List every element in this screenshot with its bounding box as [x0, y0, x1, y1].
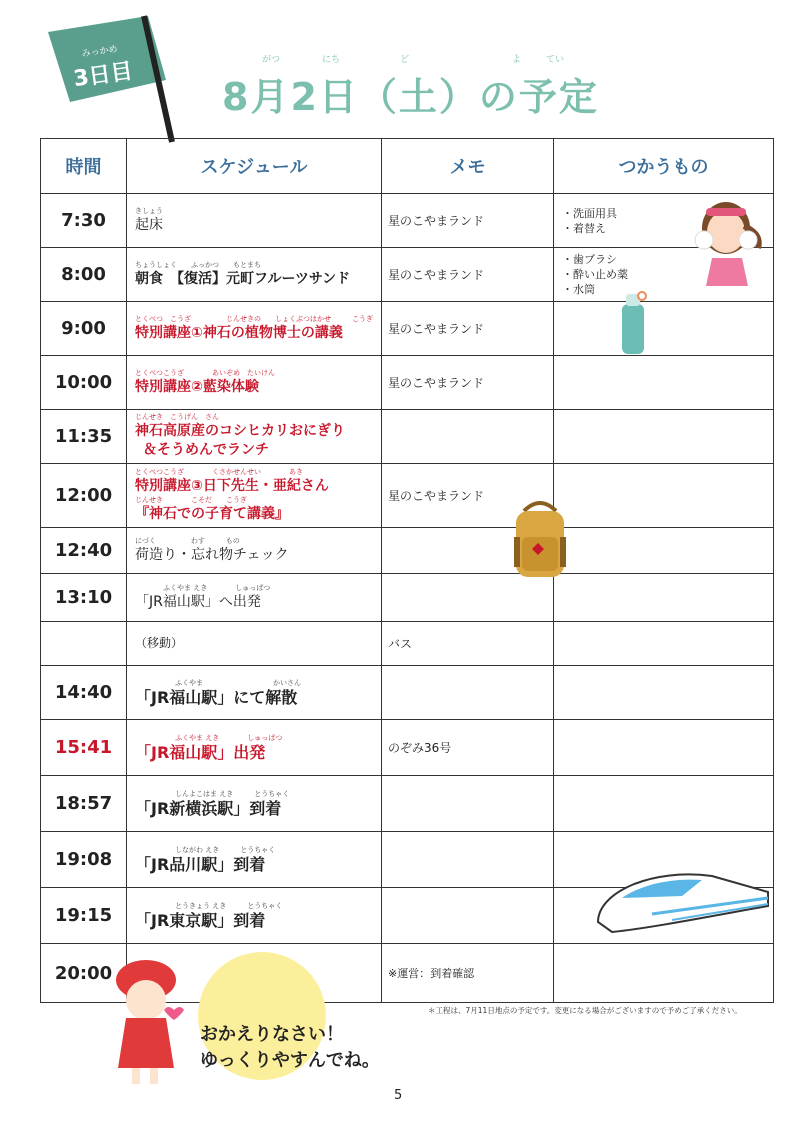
- schedule-cell: [127, 302, 382, 356]
- memo-cell: 星のこやまランド: [382, 356, 554, 410]
- memo-cell: ※運営：到着確認: [382, 944, 554, 1003]
- time-cell: 12:00: [41, 464, 127, 528]
- ruby-text: ふくやま えき しゅっぱつ: [175, 733, 283, 742]
- header-memo: メモ: [382, 139, 554, 194]
- table-row: [41, 356, 774, 410]
- schedule-text-2: 『神石での子育て講義』: [135, 505, 289, 522]
- time-cell: 11:35: [41, 410, 127, 464]
- shinkansen-train-icon: [592, 862, 770, 938]
- ruby-text-2: じんせき こそだ こうぎ: [135, 495, 247, 504]
- day-flag: [40, 10, 190, 150]
- schedule-cell: [127, 832, 382, 888]
- time-cell: 19:08: [41, 832, 127, 888]
- time-cell: 10:00: [41, 356, 127, 410]
- flag-label: 3日目: [71, 59, 135, 93]
- table-row: [41, 622, 774, 666]
- title-ruby-4: よ: [512, 55, 522, 65]
- ruby-text: ふくやま えき しゅっぱつ: [163, 583, 271, 592]
- time-cell: 15:41: [41, 720, 127, 776]
- items-cell: [554, 302, 774, 356]
- table-row: [41, 720, 774, 776]
- face-washing-girl-illustration: [692, 196, 768, 288]
- backpack-icon: [510, 497, 570, 579]
- memo-cell: [382, 832, 554, 888]
- memo-cell: 星のこやまランド: [382, 248, 554, 302]
- time-cell: 18:57: [41, 776, 127, 832]
- time-cell: 9:00: [41, 302, 127, 356]
- header-row: [41, 139, 774, 194]
- page-title: 8月2日（土）の予定: [222, 75, 599, 119]
- water-bottle-icon: [616, 290, 650, 356]
- schedule-text: 「JR福山駅」へ出発: [135, 593, 261, 610]
- ruby-text: しながわ えき とうちゃく: [175, 845, 276, 854]
- table-row: [41, 194, 774, 248]
- page-number: 5: [394, 1088, 403, 1103]
- item: ・酔い止め薬: [562, 268, 628, 281]
- ruby-text: とくべつこうざ くさかせんせい あき: [135, 467, 303, 476]
- schedule-cell: [127, 356, 382, 410]
- schedule-text: 「JR福山駅」にて解散: [135, 687, 298, 707]
- ruby-text: ふくやま かいさん: [175, 678, 301, 687]
- schedule-text: 「JR新横浜駅」到着: [135, 798, 282, 818]
- memo-cell: 星のこやまランド: [382, 302, 554, 356]
- items-cell: [554, 410, 774, 464]
- table-row: [41, 248, 774, 302]
- schedule-cell: [127, 464, 382, 528]
- schedule-cell: [127, 776, 382, 832]
- schedule-cell: [127, 622, 382, 666]
- memo-cell: [382, 574, 554, 622]
- time-cell: 8:00: [41, 248, 127, 302]
- time-cell: 14:40: [41, 666, 127, 720]
- ruby-text: とくべつ こうざ じんせきの しょくぶつはかせ こうぎ: [135, 314, 373, 323]
- flag-ruby: みっかめ: [81, 44, 119, 60]
- items-cell: [554, 356, 774, 410]
- header-schedule: スケジュール: [127, 139, 382, 194]
- ruby-text: にづく わす もの: [135, 536, 240, 545]
- farewell-line-2: ゆっくりやすんでね。: [200, 1050, 380, 1071]
- ruby-text: ちょうしょく ふっかつ もとまち: [135, 260, 261, 269]
- schedule-text: 荷造り・忘れ物チェック: [135, 546, 289, 563]
- schedule-text: 起床: [135, 216, 163, 233]
- table-row: [41, 528, 774, 574]
- schedule-cell: [127, 248, 382, 302]
- item: ・着替え: [562, 221, 606, 235]
- girl-red-hat-illustration: [108, 952, 188, 1092]
- time-cell: 12:40: [41, 528, 127, 574]
- table-row: [41, 574, 774, 622]
- ruby-text: しんよこはま えき とうちゃく: [175, 789, 290, 798]
- schedule-cell: [127, 720, 382, 776]
- table-row: [41, 464, 774, 528]
- schedule-text: 特別講座③日下先生・亜紀さん: [135, 477, 329, 494]
- schedule-cell: [127, 574, 382, 622]
- schedule-text: 朝食 【復活】元町フルーツサンド: [135, 270, 351, 287]
- farewell-line-1: おかえりなさい！: [200, 1024, 344, 1045]
- memo-cell: [382, 888, 554, 944]
- memo-cell: バス: [382, 622, 554, 666]
- schedule-text: （移動）: [135, 636, 184, 650]
- memo-cell: [382, 776, 554, 832]
- items-cell: [554, 574, 774, 622]
- table-row: [41, 410, 774, 464]
- items-cell: [554, 944, 774, 1003]
- header-time: 時間: [41, 139, 127, 194]
- items-cell: [554, 666, 774, 720]
- schedule-note: ＊工程は、7月11日地点の予定です。変更になる場合がございますので予めご了承ください。: [428, 1006, 742, 1015]
- time-cell: 19:15: [41, 888, 127, 944]
- schedule-text: 「JR東京駅」到着: [135, 910, 266, 930]
- schedule-text: 「JR福山駅」出発: [135, 742, 266, 762]
- items-cell: [554, 528, 774, 574]
- title-ruby-5: てい: [546, 55, 565, 65]
- schedule-cell: [127, 666, 382, 720]
- ruby-text: じんせき こうげん さん: [135, 413, 219, 421]
- table-row: [41, 776, 774, 832]
- items-cell: [554, 720, 774, 776]
- schedule-text: 神石高原産のコシヒカリおにぎり: [135, 423, 345, 439]
- title-ruby-3: ど: [400, 55, 410, 65]
- item: ・歯ブラシ: [562, 253, 617, 266]
- time-cell: 20:00: [41, 944, 127, 1003]
- schedule-cell: [127, 888, 382, 944]
- header-items: つかうもの: [554, 139, 774, 194]
- time-cell: 7:30: [41, 194, 127, 248]
- memo-cell: 星のこやまランド: [382, 464, 554, 528]
- schedule-cell: [127, 528, 382, 574]
- schedule-cell: [127, 410, 382, 464]
- table-row: [41, 302, 774, 356]
- schedule-cell: [127, 194, 382, 248]
- time-cell: 13:10: [41, 574, 127, 622]
- ruby-text: きしょう: [135, 206, 163, 215]
- farewell-message: [200, 1022, 380, 1074]
- title-ruby-2: にち: [322, 55, 341, 65]
- memo-cell: 星のこやまランド: [382, 194, 554, 248]
- memo-cell: [382, 666, 554, 720]
- item: ・洗面用具: [562, 206, 617, 220]
- items-cell: [554, 776, 774, 832]
- ruby-text: とうきょう えき とうちゃく: [175, 901, 283, 910]
- item: ・水筒: [562, 283, 595, 296]
- schedule-text: 「JR品川駅」到着: [135, 854, 266, 874]
- schedule-text: 特別講座①神石の植物博士の講義: [135, 324, 343, 341]
- memo-cell: のぞみ36号: [382, 720, 554, 776]
- time-cell: [41, 622, 127, 666]
- table-row: [41, 666, 774, 720]
- items-cell: [554, 464, 774, 528]
- schedule-text-2: ＆そうめんでランチ: [143, 442, 269, 458]
- schedule-text: 特別講座②藍染体験: [135, 378, 259, 395]
- memo-cell: [382, 410, 554, 464]
- items-cell: [554, 622, 774, 666]
- title-ruby-1: がつ: [262, 55, 281, 65]
- ruby-text: とくべつこうざ あいぞめ たいけん: [135, 368, 275, 377]
